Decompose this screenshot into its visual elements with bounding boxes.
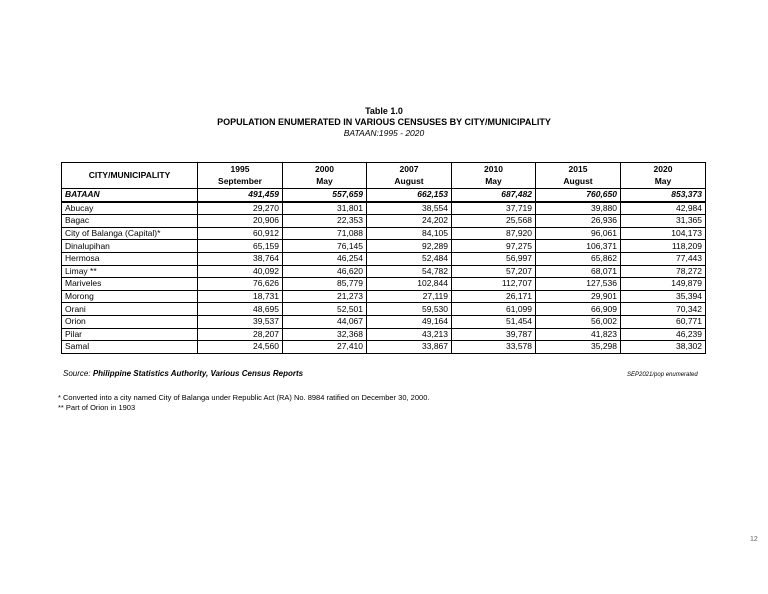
table-cell: 52,501 [283,303,367,316]
table-cell: 20,906 [198,215,283,228]
row-label: BATAAN [62,189,198,202]
table-cell: 39,880 [536,202,621,215]
table-row [62,252,706,265]
row-label: Hermosa [62,252,198,265]
source-note [63,369,303,378]
column-header-year: 2020 May [621,163,706,189]
table-cell: 28,207 [198,328,283,341]
table-cell: 33,578 [452,341,536,354]
table-cell: 76,145 [283,240,367,253]
table-cell: 60,771 [621,315,706,328]
table-cell: 46,239 [621,328,706,341]
row-label: Samal [62,341,198,354]
table-row [62,290,706,303]
table-cell: 39,787 [452,328,536,341]
table-cell: 106,371 [536,240,621,253]
table-row [62,215,706,228]
table-cell: 32,368 [283,328,367,341]
source-text: Philippine Statistics Authority, Various Census Reports [92,369,304,378]
column-header-year: 2007 August [367,163,452,189]
table-cell: 38,764 [198,252,283,265]
table-cell: 84,105 [367,227,452,240]
table-cell: 29,901 [536,290,621,303]
table-cell: 112,707 [452,278,536,291]
table-cell: 31,365 [621,215,706,228]
footnote: ** Part of Orion in 1903 [58,403,136,412]
table-cell: 46,620 [283,265,367,278]
table-cell: 104,173 [621,227,706,240]
table-cell: 77,443 [621,252,706,265]
table-cell: 25,568 [452,215,536,228]
table-cell: 39,537 [198,315,283,328]
table-cell: 51,454 [452,315,536,328]
table-cell: 97,275 [452,240,536,253]
row-label: Bagac [62,215,198,228]
table-cell: 687,482 [452,189,536,202]
table-cell: 44,067 [283,315,367,328]
row-label: Limay ** [62,265,198,278]
row-label: Orani [62,303,198,316]
row-label: City of Balanga (Capital)* [62,227,198,240]
table-row [62,265,706,278]
table-cell: 149,879 [621,278,706,291]
column-header-year: 2000 May [283,163,367,189]
table-cell: 27,410 [283,341,367,354]
table-heading [0,105,768,139]
table-cell: 557,659 [283,189,367,202]
table-cell: 127,536 [536,278,621,291]
row-label: Orion [62,315,198,328]
table-row [62,202,706,215]
table-cell: 42,984 [621,202,706,215]
table-cell: 18,731 [198,290,283,303]
table-cell: 57,207 [452,265,536,278]
table-cell: 96,061 [536,227,621,240]
table-cell: 29,270 [198,202,283,215]
footnotes [58,393,429,413]
table-cell: 61,099 [452,303,536,316]
footnote: * Converted into a city named City of Balanga under Republic Act (RA) No. 8984 ratified on December 30, 2000. [58,393,430,402]
table-cell: 56,002 [536,315,621,328]
column-header-year: 2010 May [452,163,536,189]
row-label: Mariveles [62,278,198,291]
table-cell: 31,801 [283,202,367,215]
table-row [62,227,706,240]
table-cell: 102,844 [367,278,452,291]
table-cell: 22,353 [283,215,367,228]
source-label: Source: [63,369,91,378]
table-cell: 37,719 [452,202,536,215]
header-row [62,163,706,189]
table-row [62,315,706,328]
table-cell: 24,202 [367,215,452,228]
table-cell: 118,209 [621,240,706,253]
table-cell: 38,554 [367,202,452,215]
table-cell: 760,650 [536,189,621,202]
table-cell: 68,071 [536,265,621,278]
row-label: Dinalupihan [62,240,198,253]
table-title: POPULATION ENUMERATED IN VARIOUS CENSUSES BY CITY/MUNICIPALITY [217,117,551,127]
column-header-year: 1995 September [198,163,283,189]
table-cell: 27,119 [367,290,452,303]
table-cell: 491,459 [198,189,283,202]
reference-code: SEP2021/pop enumerated [627,372,698,378]
table-cell: 21,273 [283,290,367,303]
table-cell: 46,254 [283,252,367,265]
table-cell: 41,823 [536,328,621,341]
table-cell: 26,936 [536,215,621,228]
table-cell: 65,159 [198,240,283,253]
table-row [62,328,706,341]
table-cell: 78,272 [621,265,706,278]
table-cell: 70,342 [621,303,706,316]
table-cell: 56,997 [452,252,536,265]
row-label: Morong [62,290,198,303]
table-cell: 38,302 [621,341,706,354]
table-cell: 49,164 [367,315,452,328]
column-header-municipality: CITY/MUNICIPALITY [62,163,198,189]
table-row [62,303,706,316]
table-cell: 76,626 [198,278,283,291]
page-number: 12 [750,536,758,543]
table-cell: 54,782 [367,265,452,278]
table-number: Table 1.0 [365,106,403,116]
table-cell: 85,779 [283,278,367,291]
table-cell: 662,153 [367,189,452,202]
table-cell: 40,092 [198,265,283,278]
table-cell: 48,695 [198,303,283,316]
table-cell: 35,298 [536,341,621,354]
table-cell: 26,171 [452,290,536,303]
table-cell: 66,909 [536,303,621,316]
table-cell: 65,862 [536,252,621,265]
table-cell: 71,088 [283,227,367,240]
row-label: Abucay [62,202,198,215]
table-row [62,278,706,291]
table-cell: 92,289 [367,240,452,253]
table-cell: 24,560 [198,341,283,354]
table-cell: 853,373 [621,189,706,202]
table-cell: 43,213 [367,328,452,341]
column-header-year: 2015 August [536,163,621,189]
table-row [62,240,706,253]
table-cell: 35,394 [621,290,706,303]
total-row [62,189,706,202]
table-cell: 33,867 [367,341,452,354]
table-subtitle: BATAAN:1995 - 2020 [343,128,425,138]
table-cell: 60,912 [198,227,283,240]
population-table [61,162,706,354]
table-cell: 52,484 [367,252,452,265]
table-cell: 87,920 [452,227,536,240]
table-cell: 59,530 [367,303,452,316]
table-row [62,341,706,354]
row-label: Pilar [62,328,198,341]
